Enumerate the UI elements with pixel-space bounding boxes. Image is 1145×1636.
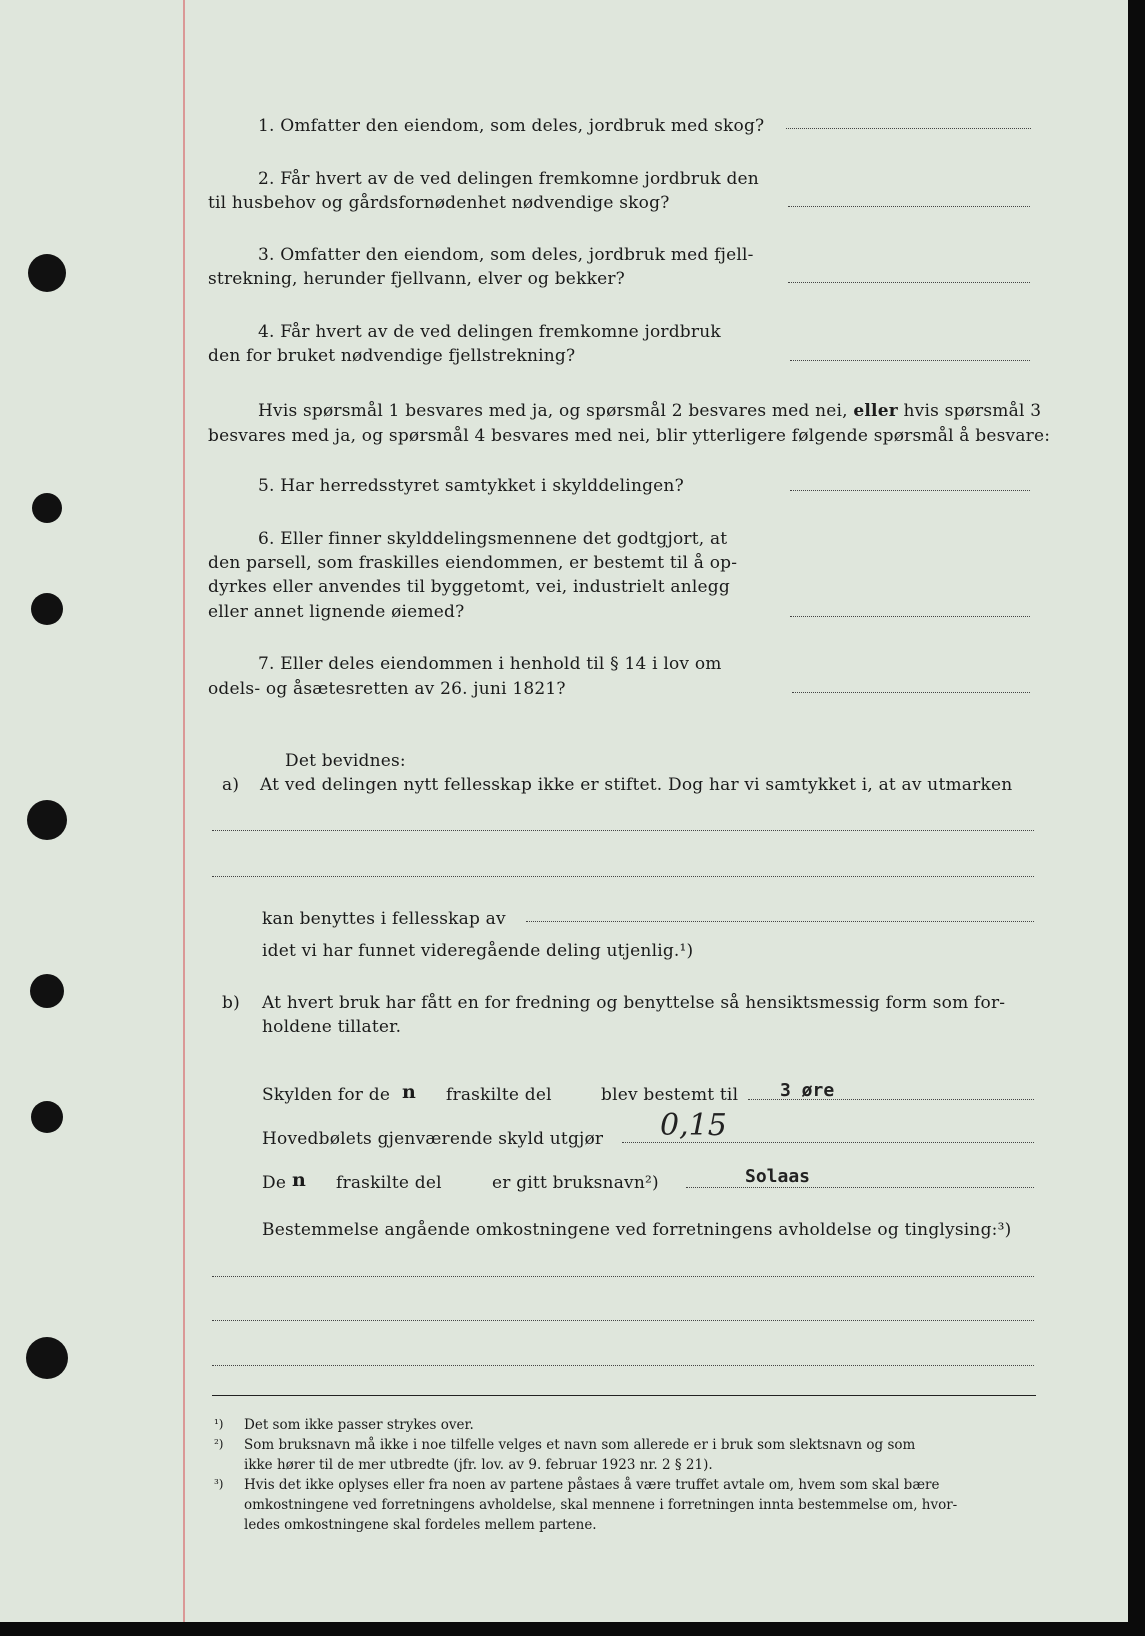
condition-text: Hvis spørsmål 1 besvares med ja, og spørsmål 2 besvares med nei, [258, 401, 854, 421]
attest-heading: Det bevidnes: [285, 751, 406, 771]
common-use-line[interactable] [526, 921, 1034, 922]
footnote-rule [212, 1395, 1036, 1396]
den-label-a: De [262, 1173, 287, 1193]
question-5: 5. Har herredsstyret samtykket i skylddelingen? [258, 476, 684, 496]
hovedbol-value[interactable]: 0,15 [660, 1108, 727, 1143]
answer-line-3[interactable] [788, 282, 1030, 283]
attest-a-label: a) [222, 775, 240, 795]
question-6-line1: 6. Eller finner skylddelingsmennene det godtgjort, at [258, 529, 728, 549]
omkost-line-3[interactable] [212, 1365, 1034, 1366]
skylden-n: n [402, 1081, 417, 1103]
answer-line-1[interactable] [786, 128, 1031, 129]
skylden-label-c: blev bestemt til [601, 1085, 739, 1105]
question-6-line4: eller annet lignende øiemed? [208, 602, 465, 622]
utmark-line-1[interactable] [212, 830, 1034, 831]
punch-hole [31, 593, 63, 625]
utmark-line-2[interactable] [212, 876, 1034, 877]
footnote-3-line3: ledes omkostningene skal fordeles mellem partene. [244, 1517, 597, 1533]
deling-text: idet vi har funnet videregående deling utjenlig.¹) [262, 941, 694, 961]
den-label-c: er gitt bruksnavn²) [492, 1173, 659, 1193]
footnote-3-mark: ³) [214, 1477, 224, 1491]
question-7-line1: 7. Eller deles eiendommen i henhold til § 14 i lov om [258, 654, 722, 674]
footnote-1: Det som ikke passer strykes over. [244, 1417, 474, 1433]
condition-line2: besvares med ja, og spørsmål 4 besvares med nei, blir ytterligere følgende spørsmål å besvare: [208, 426, 1051, 446]
question-4-line1: 4. Får hvert av de ved delingen fremkomne jordbruk [258, 322, 721, 342]
answer-line-6[interactable] [790, 616, 1030, 617]
common-use-label: kan benyttes i fellesskap av [262, 909, 506, 929]
answer-line-7[interactable] [792, 692, 1030, 693]
omkost-line-2[interactable] [212, 1320, 1034, 1321]
bruksnavn-line[interactable] [686, 1187, 1034, 1188]
footnote-2-line2: ikke hører til de mer utbredte (jfr. lov. av 9. februar 1923 nr. 2 § 21). [244, 1457, 713, 1473]
den-n: n [292, 1169, 307, 1191]
condition-emphasis: eller [853, 401, 898, 421]
den-label-b: fraskilte del [336, 1173, 442, 1193]
footnote-3-line1: Hvis det ikke oplyses eller fra noen av partene påstaes å være truffet avtale om, hvem som skal bære [244, 1477, 940, 1493]
skylden-label-b: fraskilte del [446, 1085, 552, 1105]
question-2-line1: 2. Får hvert av de ved delingen fremkomne jordbruk den [258, 169, 759, 189]
omkost-line-1[interactable] [212, 1276, 1034, 1277]
answer-line-4[interactable] [790, 360, 1030, 361]
punch-hole [30, 974, 64, 1008]
question-6-line3: dyrkes eller anvendes til byggetomt, vei, industrielt anlegg [208, 577, 730, 597]
answer-line-5[interactable] [790, 490, 1030, 491]
skylden-label-a: Skylden for de [262, 1085, 391, 1105]
condition-text: hvis spørsmål 3 [897, 401, 1042, 421]
punch-hole [32, 493, 62, 523]
question-1: 1. Omfatter den eiendom, som deles, jordbruk med skog? [258, 116, 765, 136]
question-3-line1: 3. Omfatter den eiendom, som deles, jordbruk med fjell- [258, 245, 754, 265]
attest-a-text: At ved delingen nytt fellesskap ikke er stiftet. Dog har vi samtykket i, at av utmarken [260, 775, 1013, 795]
condition-line1 [258, 399, 1041, 423]
footnote-2-line1: Som bruksnavn må ikke i noe tilfelle velges et navn som allerede er i bruk som slektsnavn og som [244, 1437, 916, 1453]
punch-hole [27, 800, 67, 840]
question-4-line2: den for bruket nødvendige fjellstrekning? [208, 346, 576, 366]
omkost-label: Bestemmelse angående omkostningene ved forretningens avholdelse og tinglysing:³) [262, 1220, 1012, 1240]
margin-rule [183, 0, 185, 1622]
attest-b-line1: At hvert bruk har fått en for fredning og benyttelse så hensiktsmessig form som for- [262, 993, 1006, 1013]
punch-hole [28, 254, 66, 292]
footnote-3-line2: omkostningene ved forretningens avholdelse, skal mennene i forretningen innta bestemmelse om, hvor- [244, 1497, 958, 1513]
attest-b-line2: holdene tillater. [262, 1017, 402, 1037]
footnote-2-mark: ²) [214, 1437, 224, 1451]
question-6-line2: den parsell, som fraskilles eiendommen, er bestemt til å op- [208, 553, 738, 573]
question-2-line2: til husbehov og gårdsfornødenhet nødvendige skog? [208, 193, 670, 213]
question-7-line2: odels- og åsætesretten av 26. juni 1821? [208, 679, 566, 699]
answer-line-2[interactable] [788, 206, 1030, 207]
question-3-line2: strekning, herunder fjellvann, elver og bekker? [208, 269, 625, 289]
hovedbol-label: Hovedbølets gjenværende skyld utgjør [262, 1129, 604, 1149]
footnote-1-mark: ¹) [214, 1417, 224, 1431]
skylden-value[interactable]: 3 øre [780, 1080, 835, 1101]
bruksnavn-value[interactable]: Solaas [745, 1166, 811, 1187]
attest-b-label: b) [222, 993, 240, 1013]
punch-hole [31, 1101, 63, 1133]
punch-hole [26, 1337, 68, 1379]
